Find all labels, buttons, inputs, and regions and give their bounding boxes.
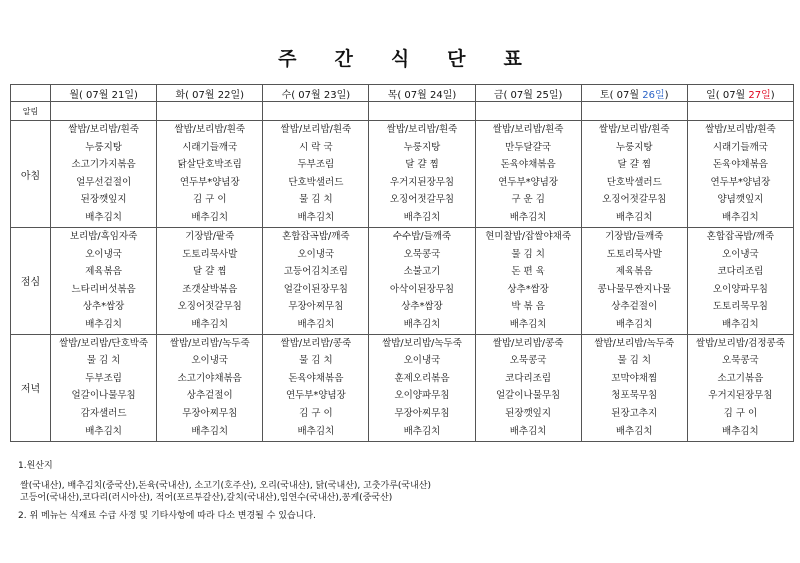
- title-char: 단: [447, 48, 466, 70]
- menu-item: 배추김치: [191, 211, 229, 223]
- origin-heading: 1.원산지: [18, 461, 53, 471]
- day-header-mon: 월( 07월 21일): [51, 85, 157, 102]
- menu-item: 달 걀 찜: [192, 266, 227, 278]
- menu-item: 혼합잡곡밥/깨죽: [282, 231, 350, 242]
- menu-item: 기장밥/들깨죽: [605, 231, 664, 242]
- title-char: 표: [503, 48, 522, 70]
- menu-item: 배추김치: [403, 425, 441, 437]
- menu-item: 훈제오리볶음: [394, 372, 450, 384]
- menu-item: 시래기들깨국: [712, 141, 768, 153]
- day-header-sun-suffix: ): [770, 89, 775, 101]
- menu-item: 두부조림: [85, 372, 122, 384]
- menu-cell: [475, 121, 581, 228]
- menu-cell: [263, 228, 369, 335]
- alert-cell: [157, 102, 263, 121]
- menu-item: 단호박샐러드: [606, 176, 662, 188]
- menu-item: 연두부*양념장: [710, 176, 771, 188]
- menu-item: 오묵콩국: [722, 355, 759, 367]
- menu-cell: [369, 228, 475, 335]
- menu-item: 쌀밥/보리밥/흰죽: [492, 124, 564, 135]
- menu-item: 물 김 치: [299, 355, 333, 367]
- menu-item: 돈육야채볶음: [500, 159, 556, 171]
- title-char: 식: [390, 48, 410, 70]
- menu-item: 두부조림: [297, 159, 335, 171]
- alert-cell: [581, 102, 687, 121]
- menu-cell: [369, 334, 475, 441]
- menu-cell: [369, 121, 475, 228]
- meal-label: 점심: [11, 228, 51, 335]
- menu-item: 연두부*양념장: [179, 176, 240, 188]
- menu-item: 연두부*양념장: [285, 390, 346, 402]
- menu-item: 쌀밥/보리밥/녹두죽: [594, 337, 675, 349]
- menu-item: 배추김치: [297, 425, 335, 437]
- alert-cell: [687, 102, 793, 121]
- menu-item: 쌀밥/보리밥/콩죽: [280, 337, 352, 349]
- meal-label: 아침: [11, 121, 51, 228]
- alert-row: [11, 102, 794, 121]
- day-header-thu: 목( 07월 24일): [369, 85, 475, 102]
- menu-item: 청포묵무침: [611, 390, 658, 402]
- day-header-sun-date: 27일: [748, 89, 771, 101]
- menu-item: 기장밥/팥죽: [185, 231, 235, 242]
- menu-item: 배추김치: [722, 211, 759, 223]
- menu-item: 쌀밥/보리밥/흰죽: [598, 124, 670, 135]
- menu-item: 도토리묵무침: [712, 301, 768, 313]
- meal-row-lunch: [11, 228, 794, 335]
- day-header-fri: 금( 07월 25일): [475, 85, 581, 102]
- title-char: 간: [334, 48, 353, 70]
- menu-item: 된장깻잎지: [505, 407, 552, 419]
- menu-item: 소불고기: [403, 266, 441, 278]
- menu-item: 오이양파무침: [394, 390, 450, 402]
- menu-item: 제육볶음: [615, 266, 653, 278]
- menu-item: 쌀밥/보리밥/단호박죽: [59, 337, 149, 349]
- menu-item: 느타리버섯볶음: [71, 283, 136, 295]
- menu-item: 구 운 김: [511, 194, 545, 206]
- menu-item: 달 걀 찜: [405, 159, 439, 171]
- menu-item: 오징어젓갈무침: [389, 194, 455, 206]
- menu-item: 배추김치: [403, 318, 441, 330]
- menu-item: 배추김치: [403, 211, 441, 223]
- menu-item: 돈 편 육: [511, 266, 545, 278]
- menu-item: 소고기볶음: [717, 372, 764, 384]
- menu-item: 배추김치: [722, 318, 759, 330]
- menu-cell: [687, 334, 793, 441]
- menu-item: 물 김 치: [511, 248, 545, 260]
- meal-row-breakfast: [11, 121, 794, 228]
- menu-item: 쌀밥/보리밥/콩죽: [492, 337, 564, 349]
- menu-item: 현미찰밥/잡쌀야채죽: [485, 231, 571, 242]
- menu-item: 쌀밥/보리밥/녹두죽: [169, 337, 250, 349]
- menu-item: 배추김치: [85, 318, 122, 330]
- day-header-sat-suffix: ): [664, 89, 669, 101]
- menu-item: 배추김치: [615, 211, 653, 223]
- menu-item: 혼합잡곡밥/깨죽: [706, 231, 775, 242]
- menu-item: 쌀밥/보리밥/흰죽: [705, 124, 776, 135]
- menu-item: 닭살단호박조림: [177, 159, 242, 171]
- menu-item: 배추김치: [191, 425, 229, 437]
- corner-cell: [11, 85, 51, 102]
- menu-item: 단호박샐러드: [288, 176, 344, 188]
- menu-item: 물 김 치: [86, 355, 121, 367]
- menu-cell: [157, 228, 263, 335]
- menu-item: 쌀밥/보리밥/흰죽: [280, 124, 352, 135]
- menu-item: 돈육야채볶음: [288, 372, 344, 384]
- menu-item: 돈육야채볶음: [712, 159, 768, 171]
- menu-item: 오묵콩국: [509, 355, 547, 367]
- menu-item: 달 걀 찜: [617, 159, 652, 171]
- menu-item: 누룽지탕: [85, 141, 122, 153]
- menu-cell: [475, 228, 581, 335]
- menu-item: 오이냉국: [403, 355, 441, 367]
- origin-line-1: 쌀(국내산), 배추김치(중국산),돈육(국내산), 소고기(호주산), 오리(국내산), 닭(국내산), 고춧가루(국내산): [20, 481, 432, 491]
- menu-cell: [263, 121, 369, 228]
- menu-item: 배추김치: [509, 318, 547, 330]
- menu-cell: [687, 228, 793, 335]
- menu-item: 쌀밥/보리밥/검정콩죽: [695, 337, 785, 349]
- menu-item: 배추김치: [85, 211, 122, 223]
- menu-item: 우거지된장무침: [708, 390, 773, 402]
- menu-item: 도토리묵사발: [606, 248, 662, 260]
- menu-item: 보리밥/흑임자죽: [69, 231, 138, 242]
- menu-item: 박 볶 음: [511, 301, 545, 313]
- menu-item: 된장고추지: [611, 407, 658, 419]
- menu-item: 오이냉국: [297, 248, 335, 260]
- menu-item: 소고기야채볶음: [177, 372, 242, 384]
- menu-cell: [51, 228, 157, 335]
- menu-cell: [157, 121, 263, 228]
- menu-item: 오이양파무침: [712, 283, 768, 295]
- menu-item: 무장아찌무침: [182, 407, 238, 419]
- menu-item: 누룽지탕: [403, 141, 441, 153]
- menu-item: 된장깻잎지: [80, 194, 127, 206]
- menu-item: 무장아찌무침: [288, 301, 344, 313]
- menu-item: 상추*쌈장: [507, 283, 549, 295]
- menu-cell: [51, 121, 157, 228]
- menu-item: 배추김치: [191, 318, 229, 330]
- menu-item: 오징어젓갈무침: [602, 194, 667, 206]
- menu-cell: [51, 334, 157, 441]
- notes-section: [18, 460, 431, 522]
- menu-item: 고등어김치조림: [283, 266, 348, 278]
- menu-item: 배추김치: [297, 318, 335, 330]
- menu-item: 상추겉절이: [611, 301, 658, 313]
- alert-cell: [475, 102, 581, 121]
- menu-item: 만두달걀국: [505, 141, 552, 153]
- menu-item: 얼갈이나물무침: [71, 390, 136, 402]
- menu-item: 아삭이된장무침: [389, 283, 455, 295]
- menu-item: 상추*쌈장: [401, 301, 443, 313]
- menu-cell: [263, 334, 369, 441]
- menu-item: 물 김 치: [617, 355, 652, 367]
- menu-cell: [157, 334, 263, 441]
- menu-item: 도토리묵사발: [182, 248, 238, 260]
- menu-item: 배추김치: [615, 318, 653, 330]
- menu-item: 조갯살박볶음: [182, 283, 238, 295]
- menu-item: 배추김치: [615, 425, 653, 437]
- menu-item: 김 구 이: [192, 194, 227, 206]
- menu-item: 우거지된장무침: [389, 176, 455, 188]
- menu-cell: [581, 228, 687, 335]
- alert-label: 알림: [11, 102, 51, 121]
- menu-item: 배추김치: [722, 425, 759, 437]
- menu-item: 시래기들깨국: [182, 141, 238, 153]
- menu-item: 시 락 국: [299, 141, 333, 153]
- alert-cell: [263, 102, 369, 121]
- origin-line-2: 고등어(국내산),코다리(러시아산), 적어(포르투갈산),갈치(국내산),임연수(국내산),꽁게(중국산): [20, 493, 393, 503]
- menu-item: 오묵콩국: [403, 248, 441, 260]
- menu-item: 무장아찌무침: [394, 407, 450, 419]
- menu-item: 얼갈이나물무침: [495, 390, 561, 402]
- day-header-tue: 화( 07월 22일): [157, 85, 263, 102]
- day-header-wed: 수( 07월 23일): [263, 85, 369, 102]
- menu-item: 얼무선겉절이: [76, 176, 132, 188]
- menu-item: 쌀밥/보리밥/흰죽: [174, 124, 246, 135]
- menu-item: 코다리조림: [505, 372, 552, 384]
- menu-item: 얼갈이된장무침: [283, 283, 348, 295]
- menu-item: 배추김치: [85, 425, 122, 437]
- menu-item: 제육볶음: [85, 266, 122, 278]
- notice-text: 2. 위 메뉴는 식재료 수급 사정 및 기타사항에 따라 다소 변경될 수 있습니다.: [18, 511, 316, 521]
- meal-label: 저녁: [11, 334, 51, 441]
- menu-item: 물 김 치: [299, 194, 333, 206]
- weekly-menu-table: [10, 84, 794, 442]
- menu-item: 오징어젓갈무침: [177, 301, 242, 313]
- menu-item: 콩나물무짠지나물: [597, 283, 671, 295]
- menu-item: 상추*쌈장: [82, 301, 125, 313]
- day-header-sat-prefix: 토( 07월: [599, 89, 643, 101]
- menu-item: 오이냉국: [191, 355, 229, 367]
- menu-cell: [581, 121, 687, 228]
- menu-item: 배추김치: [297, 211, 335, 223]
- title-char: 주: [278, 48, 297, 70]
- menu-item: 쌀밥/보리밥/녹두죽: [382, 337, 462, 349]
- menu-cell: [581, 334, 687, 441]
- menu-item: 오이냉국: [85, 248, 122, 260]
- alert-cell: [369, 102, 475, 121]
- menu-item: 김 구 이: [723, 407, 758, 419]
- menu-item: 꼬막야채찜: [611, 372, 658, 384]
- menu-item: 쌀밥/보리밥/흰죽: [386, 124, 458, 135]
- menu-item: 코다리조림: [717, 266, 764, 278]
- menu-item: 오이냉국: [722, 248, 759, 260]
- menu-item: 연두부*양념장: [498, 176, 559, 188]
- day-header-row: [11, 85, 794, 102]
- menu-item: 소고기가지볶음: [71, 159, 136, 171]
- menu-item: 누룽지탕: [615, 141, 653, 153]
- menu-item: 감자샐러드: [80, 407, 127, 419]
- menu-item: 양념깻잎지: [717, 194, 764, 206]
- page-title: [0, 44, 800, 71]
- menu-cell: [475, 334, 581, 441]
- day-header-sat: [581, 85, 687, 102]
- menu-item: 상추겉절이: [186, 390, 233, 402]
- menu-item: 수수밥/들깨죽: [392, 231, 452, 242]
- menu-item: 김 구 이: [299, 407, 333, 419]
- meal-row-dinner: [11, 334, 794, 441]
- menu-item: 배추김치: [509, 425, 547, 437]
- menu-item: 배추김치: [509, 211, 547, 223]
- alert-cell: [51, 102, 157, 121]
- day-header-sun-prefix: 일( 07월: [706, 89, 749, 101]
- menu-item: 쌀밥/보리밥/흰죽: [68, 124, 139, 135]
- day-header-sun: [687, 85, 793, 102]
- day-header-sat-date: 26일: [642, 89, 665, 101]
- menu-cell: [687, 121, 793, 228]
